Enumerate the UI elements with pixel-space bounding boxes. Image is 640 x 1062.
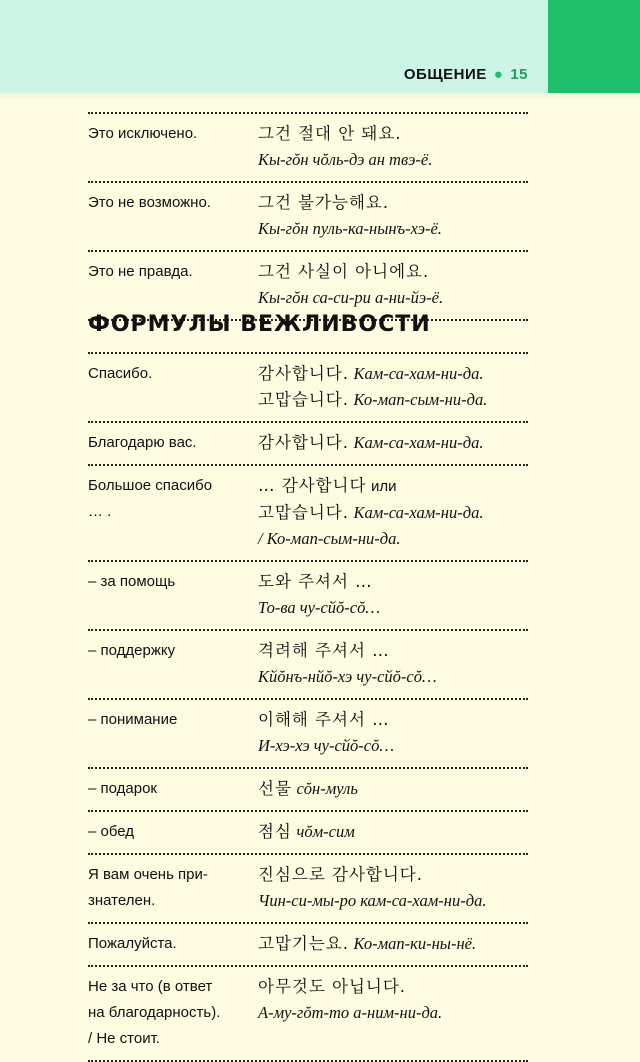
russian-phrase: – подарок [88, 780, 157, 797]
russian-phrase: Спасибо. [88, 365, 153, 382]
section-title: ФОРМУЛЫ ВЕЖЛИВОСТИ [88, 312, 431, 337]
phrase-row [88, 967, 528, 1060]
korean-text: … 감사합니다 [258, 476, 367, 495]
transcription: Кы-гŏн са-си-ри а-ни-йэ-ё. [258, 288, 444, 307]
phrase-line [258, 569, 528, 595]
korean-phrase-cell [258, 430, 528, 456]
russian-phrase: – обед [88, 823, 135, 840]
korean-text: 격려해 주셔서 … [258, 641, 390, 660]
korean-phrase-cell [258, 819, 528, 845]
russian-phrase: Пожалуйста. [88, 935, 177, 952]
phrase-line [258, 500, 528, 526]
korean-phrase-cell [258, 776, 528, 802]
korean-line [258, 190, 528, 216]
phrase-line [258, 819, 528, 845]
korean-text: 도와 주셔서 … [258, 572, 373, 591]
korean-line [258, 121, 528, 147]
phrase-line [258, 888, 528, 914]
header-shadow [0, 93, 640, 98]
russian-phrase: Это не возможно. [88, 194, 211, 211]
phrase-table-politeness [88, 352, 528, 1062]
phrase-row [88, 924, 528, 965]
transcription: А-му-гŏт-то а-ним-ни-да. [258, 1003, 443, 1022]
korean-phrase-cell [258, 259, 528, 311]
phrase-line [258, 733, 528, 759]
transcription-line [258, 285, 528, 311]
korean-text: 감사합니다. [258, 364, 349, 383]
korean-text: 고맙습니다. [258, 390, 349, 409]
russian-phrase: Я вам очень при- знателен. [88, 866, 208, 909]
transcription-line [258, 147, 528, 173]
phrase-row [88, 700, 528, 767]
korean-text: 그건 사실이 아니에요. [258, 262, 430, 281]
phrase-line [258, 361, 528, 387]
transcription: Чин-си-мы-ро кам-са-хам-ни-да. [258, 891, 487, 910]
chapter-tab [551, 0, 640, 93]
phrase-row [88, 769, 528, 810]
transcription-line [258, 216, 528, 242]
russian-phrase: Это не правда. [88, 263, 193, 280]
transcription: Ко-мап-ки-ны-нё. [353, 934, 477, 953]
korean-phrase-cell [258, 931, 528, 957]
korean-text: 그건 절대 안 돼요. [258, 124, 402, 143]
phrase-line [258, 931, 528, 957]
russian-phrase: – поддержку [88, 642, 176, 659]
korean-text: 이해해 주셔서 … [258, 710, 390, 729]
phrase-row [88, 812, 528, 853]
transcription: / Ко-мап-сым-ни-да. [258, 529, 401, 548]
phrase-line [258, 473, 528, 500]
transcription: сŏн-муль [296, 779, 358, 798]
phrase-row [88, 114, 528, 181]
transcription: Кы-гŏн пуль-ка-нынъ-хэ-ё. [258, 219, 442, 238]
korean-phrase-cell [258, 862, 528, 914]
korean-text: 고맙습니다. [258, 503, 349, 522]
chapter-title: ОБЩЕНИЕ [403, 66, 487, 83]
transcription: Кы-гŏн чŏль-дэ ан твэ-ё. [258, 150, 433, 169]
korean-text: 고맙기는요. [258, 934, 349, 953]
phrase-row [88, 631, 528, 698]
transcription: чŏм-сим [296, 822, 355, 841]
phrase-table-negation [88, 112, 528, 321]
phrase-row [88, 562, 528, 629]
transcription: Кам-са-хам-ни-да. [353, 503, 484, 522]
korean-text: 아무것도 아닙니다. [258, 977, 407, 996]
phrase-row [88, 183, 528, 250]
korean-phrase-cell [258, 190, 528, 242]
running-head [404, 66, 528, 83]
phrase-line [258, 1000, 528, 1026]
phrase-line [258, 595, 528, 621]
russian-phrase: Большое спасибо … . [88, 477, 213, 520]
korean-text: 점심 [258, 822, 292, 841]
transcription: То-ва чу-сйŏ-сŏ… [258, 598, 381, 617]
korean-text: 그건 불가능해요. [258, 193, 390, 212]
korean-phrase-cell [258, 473, 528, 552]
korean-phrase-cell [258, 974, 528, 1052]
transcription: Кйŏнъ-нйŏ-хэ чу-сйŏ-сŏ… [258, 667, 437, 686]
russian-phrase: – понимание [88, 711, 178, 728]
bullet-icon: ● [493, 66, 504, 83]
korean-phrase-cell [258, 361, 528, 413]
russian-phrase: Благодарю вас. [88, 434, 197, 451]
phrase-line [258, 707, 528, 733]
korean-phrase-cell [258, 707, 528, 759]
phrase-line [258, 430, 528, 456]
korean-text: 진심으로 감사합니다. [258, 865, 423, 884]
transcription: Ко-мап-сым-ни-да. [353, 390, 488, 409]
phrase-row [88, 252, 528, 319]
phrase-line [258, 974, 528, 1000]
phrase-line [258, 387, 528, 413]
korean-phrase-cell [258, 121, 528, 173]
transcription: Кам-са-хам-ни-да. [353, 364, 484, 383]
korean-text: 선물 [258, 779, 292, 798]
phrase-row [88, 855, 528, 922]
phrase-row [88, 423, 528, 464]
header-band [0, 0, 640, 93]
russian-phrase: – за помощь [88, 573, 176, 590]
phrase-row [88, 466, 528, 560]
phrase-line [258, 638, 528, 664]
phrase-line [258, 526, 528, 552]
conjunction: или [371, 478, 397, 495]
phrase-line [258, 776, 528, 802]
korean-phrase-cell [258, 638, 528, 690]
page-number: 15 [510, 66, 528, 83]
russian-phrase: Это исключено. [88, 125, 198, 142]
phrase-row [88, 354, 528, 421]
russian-phrase: Не за что (в ответ на благодарность). / Не стоит. [88, 978, 221, 1047]
korean-line [258, 259, 528, 285]
transcription: Кам-са-хам-ни-да. [353, 433, 484, 452]
transcription: И-хэ-хэ чу-сйŏ-сŏ… [258, 736, 395, 755]
korean-phrase-cell [258, 569, 528, 621]
korean-text: 감사합니다. [258, 433, 349, 452]
phrase-line [258, 664, 528, 690]
phrase-line [258, 862, 528, 888]
